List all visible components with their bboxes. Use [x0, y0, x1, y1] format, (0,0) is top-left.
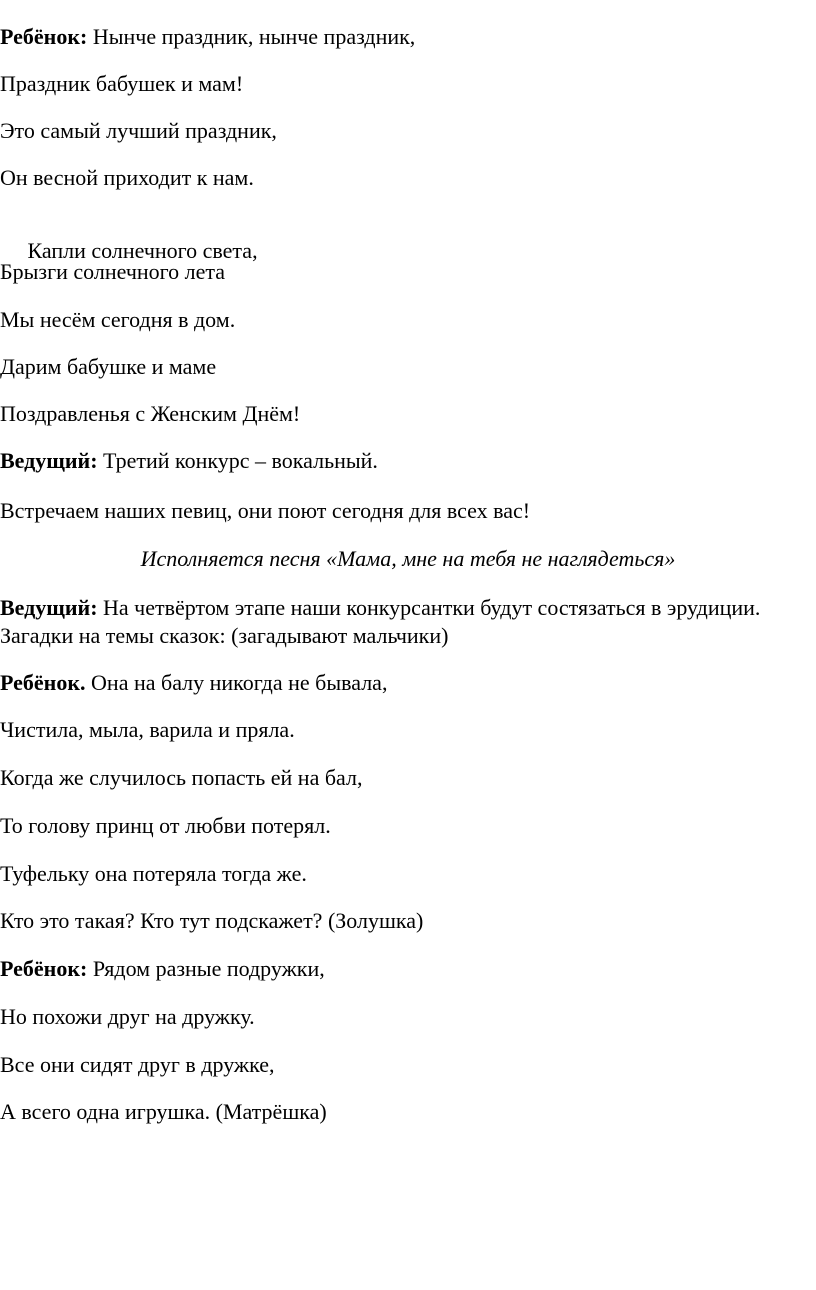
speaker-label: Ребёнок: — [0, 24, 88, 49]
line-text: Капли солнечного света, — [22, 238, 258, 263]
line-text: Это самый лучший праздник, — [0, 118, 277, 143]
line-text: Встречаем наших певиц, они поют сегодня для всех вас! — [0, 498, 531, 523]
speaker-label: Ведущий: — [0, 448, 98, 473]
line-text: Поздравленья с Женским Днём! — [0, 401, 301, 426]
line-text: Но похожи друг на дружку. — [0, 1004, 255, 1029]
line-text: То голову принц от любви потерял. — [0, 813, 331, 838]
verse-line — [0, 354, 810, 380]
verse-line — [0, 861, 810, 887]
verse-line — [0, 908, 810, 934]
verse-line — [0, 259, 810, 285]
verse-line — [0, 24, 810, 50]
line-text: Нынче праздник, нынче праздник, — [87, 24, 416, 49]
line-text: Он весной приходит к нам. — [0, 165, 254, 190]
verse-line — [0, 118, 810, 144]
verse-line — [0, 956, 810, 982]
verse-line — [0, 1099, 810, 1125]
verse-line — [0, 717, 810, 743]
verse-line — [0, 1004, 810, 1030]
line-text: Дарим бабушке и маме — [0, 354, 217, 379]
line-text: На четвёртом этапе наши конкурсантки будут состязаться в эрудиции. Загадки на темы сказок: (загадывают мальчики) — [0, 595, 761, 648]
line-text: Когда же случилось попасть ей на бал, — [0, 765, 363, 790]
line-text: А всего одна игрушка. (Матрёшка) — [0, 1099, 327, 1124]
verse-line — [0, 670, 810, 696]
line-text: Чистила, мыла, варила и пряла. — [0, 717, 295, 742]
line-text: Все они сидят друг в дружке, — [0, 1052, 275, 1077]
speaker-label: Ребёнок. — [0, 670, 86, 695]
line-text: Кто это такая? Кто тут подскажет? (Золушка) — [0, 908, 424, 933]
line-text: Мы несём сегодня в дом. — [0, 307, 236, 332]
verse-line — [0, 307, 810, 333]
verse-line — [0, 71, 810, 97]
speaker-label: Ведущий: — [0, 595, 98, 620]
verse-line — [0, 765, 810, 791]
line-text: Праздник бабушек и мам! — [0, 71, 244, 96]
line-text: Она на балу никогда не бывала, — [85, 670, 388, 695]
verse-line — [0, 448, 810, 474]
verse-line — [0, 498, 810, 524]
line-text: Туфельку она потеряла тогда же. — [0, 861, 307, 886]
line-text: Исполняется песня «Мама, мне на тебя не наглядеться» — [140, 546, 676, 571]
speaker-label: Ребёнок: — [0, 956, 88, 981]
verse-line — [0, 1052, 810, 1078]
song-stage-direction — [0, 546, 816, 572]
line-text: Брызги солнечного лета — [0, 259, 226, 284]
line-text: Рядом разные подружки, — [87, 956, 325, 981]
verse-line — [0, 813, 810, 839]
verse-line — [0, 594, 810, 650]
verse-line — [0, 165, 810, 191]
verse-line — [0, 401, 810, 427]
line-text: Третий конкурс – вокальный. — [97, 448, 378, 473]
